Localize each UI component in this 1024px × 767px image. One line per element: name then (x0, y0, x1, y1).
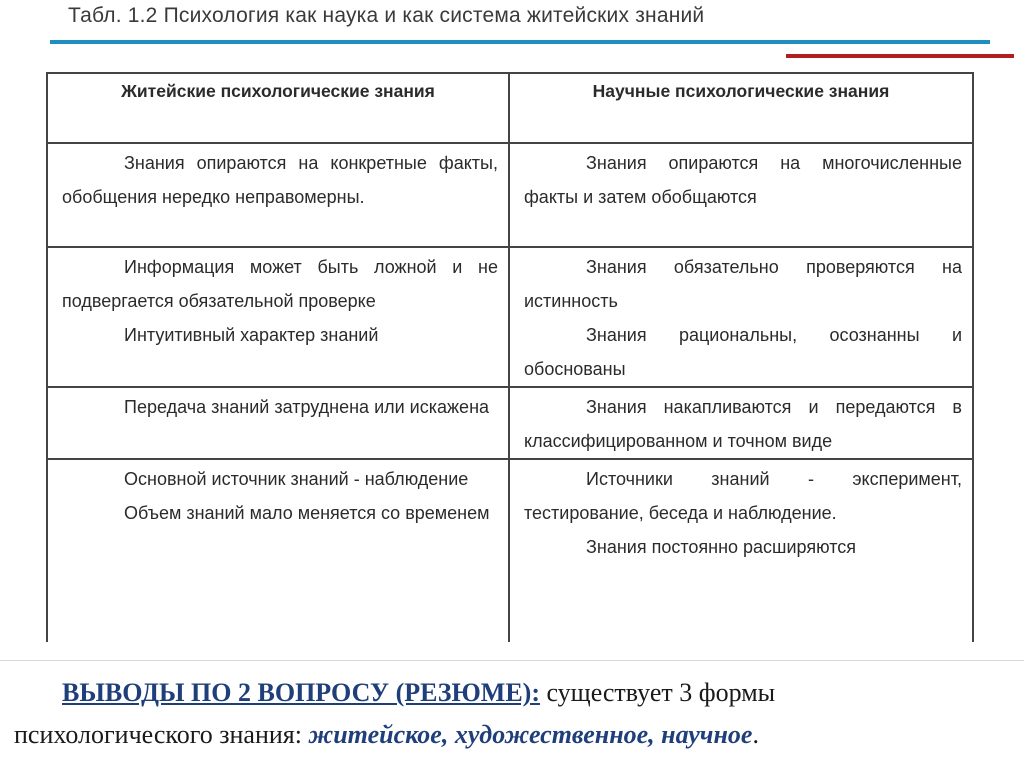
knowledge-kinds: житейское, художественное, научное (308, 720, 753, 749)
conclusion-line (14, 672, 1014, 714)
cell-paragraph: Передача знаний затруднена или искажена (124, 397, 490, 417)
header-scientific-knowledge: Научные психологические знания (509, 73, 973, 143)
table-header-row (47, 73, 973, 143)
scientific-cell (509, 247, 973, 387)
table-row (47, 143, 973, 247)
conclusion-block (14, 672, 1014, 756)
cell-paragraph: Знания рациональны, осознанны и обоснованы (524, 325, 962, 379)
cell-paragraph: Основной источник знаний - наблюдение (124, 469, 469, 489)
cell-paragraph: Знания постоянно расширяются (586, 537, 856, 557)
everyday-cell (47, 143, 509, 247)
table-row (47, 247, 973, 387)
title-underline-blue (50, 40, 990, 44)
everyday-cell (47, 247, 509, 387)
scientific-cell (509, 387, 973, 459)
cell-paragraph: Объем знаний мало меняется со временем (124, 503, 490, 523)
title-underline-red (786, 54, 1014, 58)
cell-paragraph: Информация может быть ложной и не подвергается обязательной проверке (62, 257, 498, 311)
cell-paragraph: Знания обязательно проверяются на истинность (524, 257, 962, 311)
section-divider (0, 660, 1024, 661)
cell-paragraph: Интуитивный характер знаний (124, 325, 379, 345)
header-everyday-knowledge: Житейские психологические знания (47, 73, 509, 143)
slide-title: Табл. 1.2 Психология как наука и как система житейских знаний (68, 4, 705, 27)
conclusion-text: существует 3 формы (539, 678, 776, 707)
conclusion-heading: ВЫВОДЫ ПО 2 ВОПРОСУ (РЕЗЮМЕ): (62, 678, 540, 707)
conclusion-period: . (752, 720, 759, 749)
table-row (47, 387, 973, 459)
cell-paragraph: Знания опираются на многочисленные факты и затем обобщаются (524, 153, 962, 207)
cell-paragraph: Знания опираются на конкретные факты, обобщения нередко неправомерны. (62, 153, 498, 207)
conclusion-text: психологического знания: (14, 720, 309, 749)
table-row (47, 459, 973, 642)
scientific-cell (509, 143, 973, 247)
conclusion-line (14, 714, 1014, 756)
everyday-cell (47, 459, 509, 642)
cell-paragraph: Источники знаний - эксперимент, тестирование, беседа и наблюдение. (524, 469, 962, 523)
scientific-cell (509, 459, 973, 642)
cell-paragraph: Знания накапливаются и передаются в классифицированном и точном виде (524, 397, 962, 451)
comparison-table (46, 72, 972, 632)
everyday-cell (47, 387, 509, 459)
